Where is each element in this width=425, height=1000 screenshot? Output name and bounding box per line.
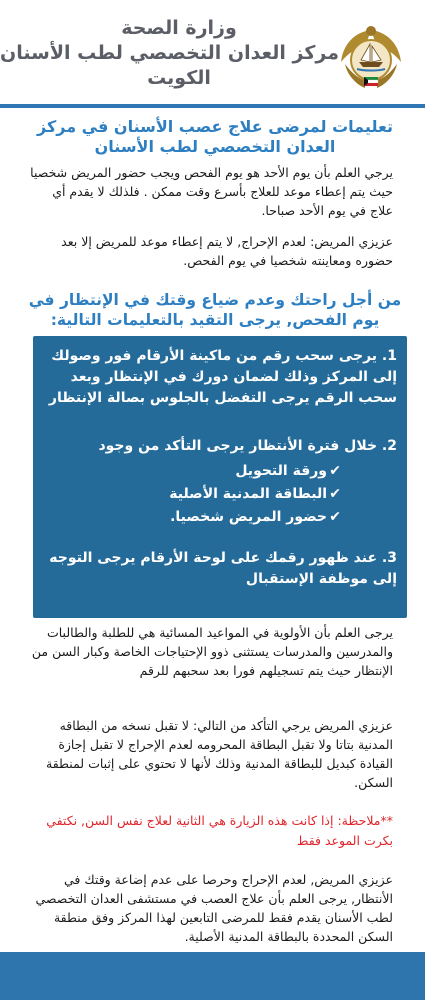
check-icon: ✔ bbox=[329, 463, 341, 479]
kuwait-emblem-icon bbox=[335, 22, 407, 94]
checklist-item: ✔البطاقة المدنية الأصلية bbox=[91, 483, 341, 506]
checklist bbox=[91, 460, 341, 529]
ministry-name: وزارة الصحة bbox=[121, 17, 237, 39]
step-3: 3. عند ظهور رقمك على لوحة الأرقام يرجى التوجه إلى موظفة الإستقبال bbox=[49, 550, 397, 587]
step-2: 2. خلال فترة الأنتظار يرجى التأكد من وجود bbox=[98, 438, 397, 454]
checklist-item: ✔ورقة التحويل bbox=[91, 460, 341, 483]
sunday-exam-paragraph: يرجي العلم بأن يوم الأحد هو يوم الفحص ويجب حضور المريض شخصيا حيث يتم إعطاء موعد للعلاج بأسرع وقت ممكن . فلذلك لا يقدم أي علاج في يوم الأحد صباحا. bbox=[30, 165, 393, 218]
section2-title: من أجل راحتك وعدم ضياع وقتك في الإنتظار في يوم الفحص, يرجى التقيد بالتعليمات التالية: bbox=[28, 291, 402, 329]
header-divider bbox=[0, 104, 425, 108]
note-text: **ملاحظة: إذا كانت هذه الزيارة هي الثانية لعلاج نفس السن, نكتفي بكرت الموعد فقط bbox=[46, 813, 393, 848]
appointment-paragraph: عزيزي المريض: لعدم الإحراج, لا يتم إعطاء موعد للمريض إلا بعد حضوره ومعاينته شخصيا في يوم الفحص. bbox=[61, 234, 393, 268]
checklist-item: ✔حضور المريض شخصيا. bbox=[91, 506, 341, 529]
civil-id-paragraph: عزيزي المريض يرجي التأكد من التالي: لا تقبل نسخه من البطاقه المدنية بتاتا ولا تقبل البطاقة المحرومه لعدم الإحراج لا تقبل إجازة القيادة كبديل للبطاقة المدنية وذلك لأنها لا تحتوي على إثبات لمنطقة السكن. bbox=[46, 718, 393, 790]
country-name: الكويت bbox=[147, 67, 211, 89]
priority-paragraph: يرجى العلم بأن الأولوية في المواعيد المسائية هي للطلبة والطالبات والمدرسين والمدرسات يستثنى ذوو الإحتياجات الخاصة وكبار السن من الإنتظار حيث يتم تسجيلهم فورا بعد سحبهم للرقم bbox=[31, 625, 393, 678]
section1-title: تعليمات لمرضى علاج عصب الأسنان في مركز العدان التخصصي لطب الأسنان bbox=[36, 117, 394, 156]
step-1: 1. يرجى سحب رقم من ماكينة الأرقام فور وصولك إلى المركز وذلك لضمان دورك في الإنتظار وبعد سحب الرقم يرجى التفضل بالجلوس بصالة الإنتظار bbox=[48, 348, 397, 406]
steps-box bbox=[33, 336, 407, 618]
footer-bar bbox=[0, 952, 425, 1000]
check-icon: ✔ bbox=[329, 509, 341, 525]
center-name: مركز العدان التخصصي لطب الأسنان bbox=[0, 42, 339, 64]
header bbox=[0, 0, 425, 105]
header-titles bbox=[0, 16, 339, 91]
residence-paragraph: عزيزي المريض, لعدم الإحراج وحرصا على عدم إضاعة وقتك في الأنتظار, يرجى العلم بأن علاج العصب في مستشفى العدان التخصصي لطب الأسنان يقدم فقط للمرضى التابعين لهذا المركز وفق منطقة السكن المحددة بالبطاقة المدنية الأصلية. bbox=[35, 872, 393, 944]
check-icon: ✔ bbox=[329, 486, 341, 502]
